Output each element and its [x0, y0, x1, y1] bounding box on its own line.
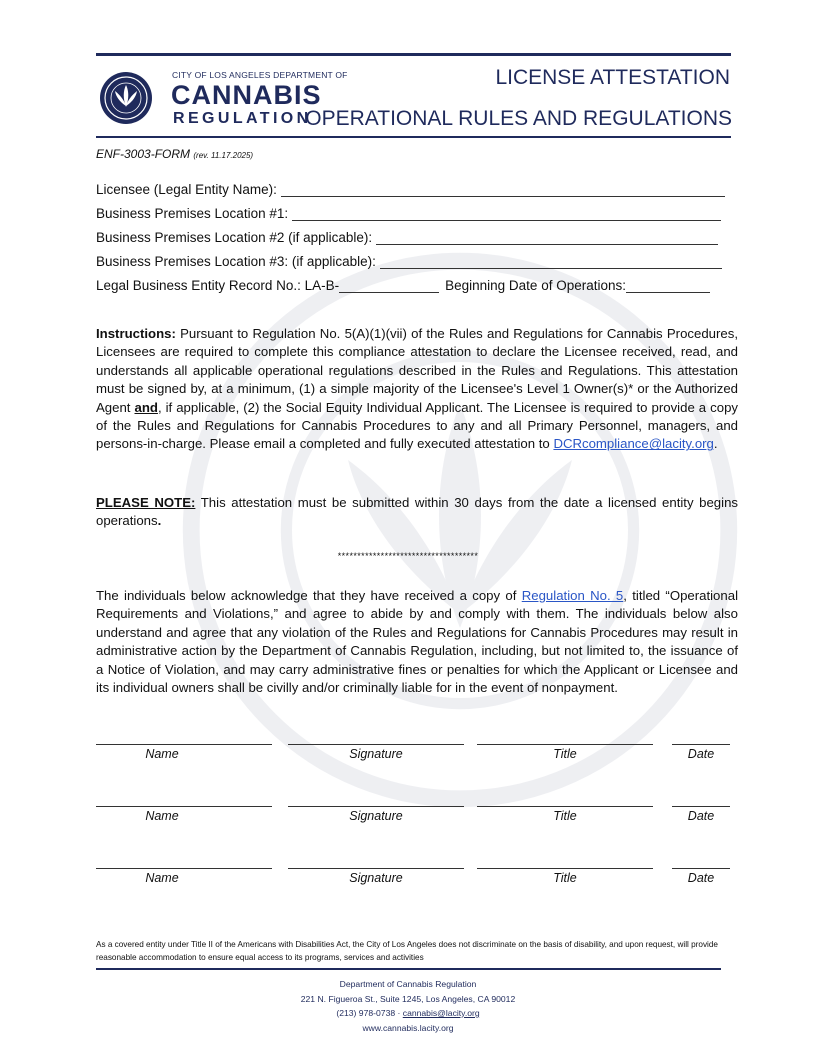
footer-website[interactable]: www.cannabis.lacity.org: [362, 1023, 454, 1033]
signature-label: Signature: [349, 747, 403, 761]
doc-title-line2: OPERATIONAL RULES AND REGULATIONS: [305, 107, 732, 130]
footer-rule: [96, 968, 721, 970]
begin-date-input-line[interactable]: [626, 280, 710, 293]
signature-label: Signature: [349, 809, 403, 823]
date-label: Date: [687, 747, 715, 761]
name-signature-line[interactable]: [96, 868, 272, 869]
footer-phone: (213) 978-0738 ·: [336, 1008, 403, 1018]
location1-field[interactable]: [96, 206, 721, 221]
location3-input-line[interactable]: [380, 256, 722, 269]
date-signature-line[interactable]: [672, 744, 730, 745]
dcr-seal-icon: [99, 71, 153, 125]
footer-address: 221 N. Figueroa St., Suite 1245, Los Angeles, CA 90012: [300, 994, 516, 1004]
title-signature-line[interactable]: [477, 868, 653, 869]
date-signature-line[interactable]: [672, 868, 730, 869]
section-separator-stars: ************************************: [337, 551, 479, 561]
doc-title-line1: LICENSE ATTESTATION: [495, 66, 730, 89]
name-label: Name: [145, 871, 179, 885]
signature-signature-line[interactable]: [288, 744, 464, 745]
licensee-label: Licensee (Legal Entity Name):: [96, 182, 277, 197]
instructions-heading: Instructions:: [96, 326, 176, 341]
instructions-text-a: Pursuant to Regulation No. 5(A)(1)(vii) of the Rules and Regulations for Cannabis Procedures, Licensees are required to complete this compliance attestation to declare the Licensee received, read, and understands all applicable operational regulations described in the Rules and Regulations. This attestation must be signed by, at a minimum, (1) a simple majority of the Licensee's Level 1 Owner(s)* or the Authorized Agent: [96, 326, 738, 415]
form-number: ENF-3003-FORM: [96, 147, 191, 161]
record-number-label: Legal Business Entity Record No.: LA-B-: [96, 278, 340, 293]
name-label: Name: [145, 809, 179, 823]
acknowledgment-paragraph: [96, 587, 738, 697]
date-label: Date: [687, 871, 715, 885]
please-note-text: This attestation must be submitted within 30 days from the date a licensed entity begins operations: [96, 495, 738, 529]
location1-label: Business Premises Location #1:: [96, 206, 289, 221]
location2-field[interactable]: [96, 230, 718, 245]
please-note-paragraph: [96, 494, 738, 531]
form-id: [96, 147, 253, 161]
ada-notice: As a covered entity under Title II of the Americans with Disabilities Act, the City of Los Angeles does not discriminate on the basis of disability, and upon request, will provide reasonable accommodation to ensure equal access to its programs, services and activities: [96, 940, 718, 962]
instructions-and-emphasis: and: [134, 399, 158, 415]
logo-cannabis-text: CANNABIS: [171, 80, 322, 110]
compliance-email-link[interactable]: DCRcompliance@lacity.org: [553, 436, 714, 452]
licensee-field[interactable]: [96, 182, 725, 197]
header-top-rule: [96, 53, 731, 56]
form-revision: (rev. 11.17.2025): [193, 151, 254, 160]
location1-input-line[interactable]: [292, 208, 721, 221]
signature-label: Signature: [349, 871, 403, 885]
date-signature-line[interactable]: [672, 806, 730, 807]
footer-department: Department of Cannabis Regulation: [339, 979, 477, 989]
acknowledgment-text-a: The individuals below acknowledge that they have received a copy of: [96, 588, 522, 603]
acknowledgment-text-b: , titled “Operational Requirements and Violations,” and agree to abide by and comply with them. The individuals below also understand and agree that any violation of the Rules and Regulations for Cannabis Procedures may result in administrative action by the Department of Cannabis Regulation, including, but not limited to, the issuance of a Notice of Violation, and may carry administrative fines or penalties for which the Applicant or Licensee and its individual owners shall be civilly and/or criminally liable for in the event of nonpayment.: [96, 588, 738, 696]
instructions-paragraph: [96, 325, 738, 454]
licensee-input-line[interactable]: [281, 184, 725, 197]
location3-label: Business Premises Location #3: (if applicable):: [96, 254, 376, 269]
instructions-text-c: .: [713, 436, 718, 452]
signature-signature-line[interactable]: [288, 868, 464, 869]
date-label: Date: [687, 809, 715, 823]
name-signature-line[interactable]: [96, 806, 272, 807]
title-label: Title: [553, 747, 577, 761]
footer-contact: [0, 1008, 816, 1018]
name-signature-line[interactable]: [96, 744, 272, 745]
location2-label: Business Premises Location #2 (if applicable):: [96, 230, 373, 245]
location3-field[interactable]: [96, 254, 722, 269]
location2-input-line[interactable]: [376, 232, 718, 245]
begin-date-label: Beginning Date of Operations:: [445, 278, 626, 293]
record-number-input-line[interactable]: [339, 280, 439, 293]
title-signature-line[interactable]: [477, 806, 653, 807]
logo-department-text: CITY OF LOS ANGELES DEPARTMENT OF: [172, 70, 348, 80]
title-label: Title: [553, 809, 577, 823]
title-signature-line[interactable]: [477, 744, 653, 745]
regulation-5-link[interactable]: Regulation No. 5: [521, 588, 624, 603]
header-bottom-rule: [96, 136, 731, 138]
logo-regulation-text: REGULATION: [173, 110, 312, 127]
instructions-text-b: , if applicable, (2) the Social Equity Individual Applicant. The Licensee is required to provide a copy of the Rules and Regulations for Cannabis Procedures to any and all Primary Personnel, managers, and persons-in-charge. Please email a completed and fully executed attestation to: [96, 399, 738, 452]
please-note-heading: PLEASE NOTE:: [96, 495, 196, 510]
signature-signature-line[interactable]: [288, 806, 464, 807]
footer-email-link[interactable]: cannabis@lacity.org: [402, 1008, 480, 1018]
title-label: Title: [553, 871, 577, 885]
name-label: Name: [145, 747, 179, 761]
record-number-field[interactable]: [96, 278, 710, 293]
please-note-end: .: [157, 513, 162, 529]
